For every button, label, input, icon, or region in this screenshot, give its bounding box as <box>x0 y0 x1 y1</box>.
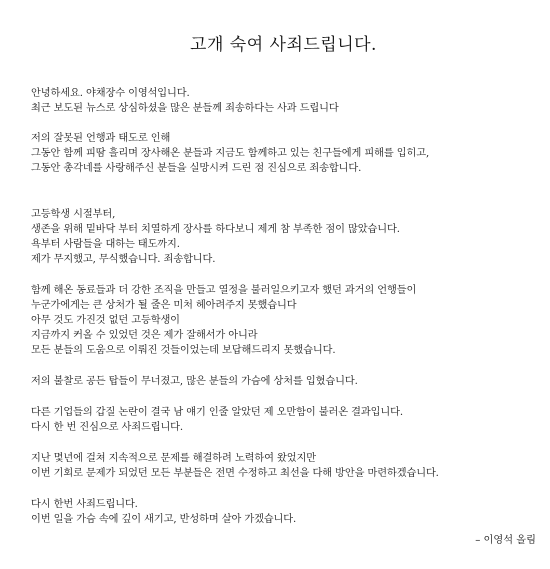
text-line: 누군가에게는 큰 상처가 될 줄은 미처 헤아려주지 못했습니다 <box>31 300 297 311</box>
paragraph-remedy <box>31 451 536 481</box>
text-line: 다시 한 번 진심으로 사죄드립니다. <box>31 422 184 433</box>
text-line: 생존을 위해 밑바닥 부터 치열하게 장사를 하다보니 제게 참 부족한 점이 많았습니다. <box>31 224 400 235</box>
paragraph-apology <box>31 131 536 176</box>
letter-title: 고개 숙여 사죄드립니다. <box>190 35 377 55</box>
paragraph-background <box>31 207 536 267</box>
text-line: 그동안 함께 피땀 흘리며 장사해온 분들과 지금도 함께하고 있는 친구들에게 피해를 입히고, <box>31 148 430 159</box>
text-line: 모든 분들의 도움으로 이뤄진 것들이었는데 보답해드리지 못했습니다. <box>31 345 336 356</box>
signature: – 이영석 올림 <box>475 535 536 546</box>
text-line: 저의 불찰로 공든 탑들이 무너졌고, 많은 분들의 가슴에 상처를 입혔습니다. <box>31 376 358 387</box>
paragraph-greeting <box>31 86 536 116</box>
text-line: 그동안 총각네를 사랑해주신 분들을 실망시켜 드린 점 진심으로 죄송합니다. <box>31 163 362 174</box>
paragraph-fault <box>31 374 536 389</box>
text-line: 최근 보도된 뉴스로 상심하셨을 많은 분들께 죄송하다는 사과 드립니다 <box>31 103 339 114</box>
text-line: 지금까지 커올 수 있었던 것은 제가 잘해서가 아니라 <box>31 330 258 341</box>
paragraph-arrogance <box>31 405 536 435</box>
text-line: 다시 한번 사죄드립니다. <box>31 499 138 510</box>
paragraph-closing <box>31 497 536 527</box>
text-line: 함께 해온 동료들과 더 강한 조직을 만들고 열정을 불러일으키고자 했던 과거의 언행들이 <box>31 285 417 296</box>
text-line: 다른 기업들의 갑질 논란이 결국 남 얘기 인줄 알았던 제 오만함이 불러온 결과입니다. <box>31 407 403 418</box>
text-line: 아무 것도 가진것 없던 고등학생이 <box>31 315 180 326</box>
text-line: 이번 기회로 문제가 되었던 모든 부분들은 전면 수정하고 최선을 다해 방안을 마련하겠습니다. <box>31 468 439 479</box>
paragraph-reflection <box>31 283 536 358</box>
text-line: 지난 몇년에 걸쳐 지속적으로 문제를 해결하려 노력하여 왔었지만 <box>31 453 316 464</box>
text-line: 저의 잘못된 언행과 태도로 인해 <box>31 133 171 144</box>
text-line: 안녕하세요. 야채장수 이영석입니다. <box>31 88 190 99</box>
text-line: 고등학생 시절부터, <box>31 209 116 220</box>
text-line: 이번 일을 가슴 속에 깊이 새기고, 반성하며 살아 가겠습니다. <box>31 514 297 525</box>
text-line: 욕부터 사람들을 대하는 태도까지. <box>31 239 180 250</box>
letter-body <box>31 86 536 527</box>
text-line: 제가 무지했고, 무식했습니다. 죄송합니다. <box>31 254 216 265</box>
